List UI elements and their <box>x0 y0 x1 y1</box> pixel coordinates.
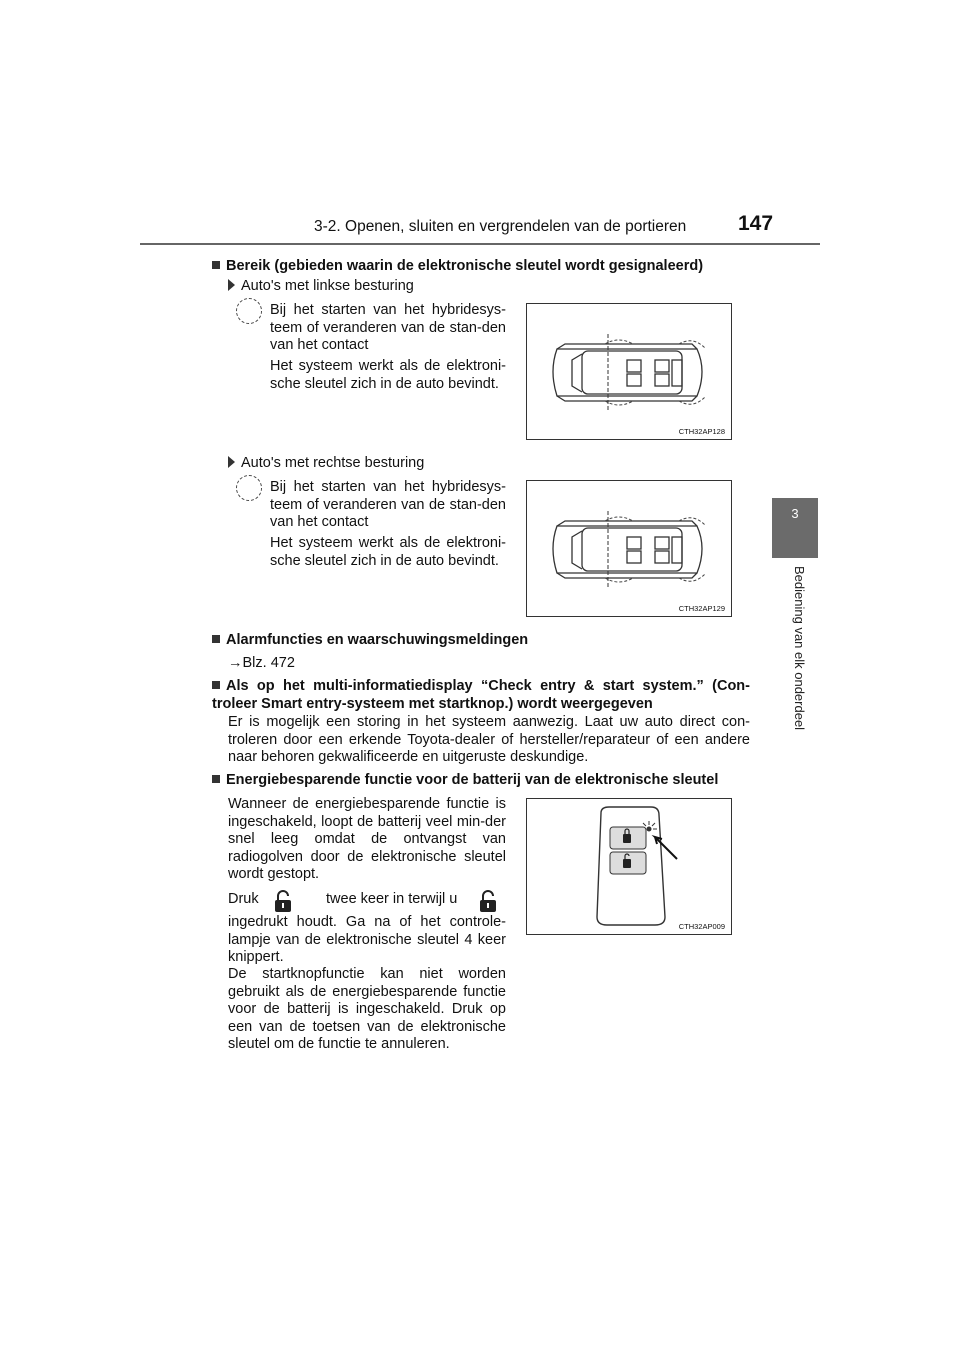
square-bullet-icon <box>212 681 220 689</box>
energy-para-1: Wanneer de energiebesparende functie is ingeschakeld, loopt de batterij veel min-der snel leeg omdat de ontvangst van radiogolven door de elektronische sleutel wordt gestopt. <box>228 796 506 882</box>
page-number: 147 <box>738 212 774 235</box>
square-bullet-icon <box>212 775 220 783</box>
square-bullet-icon <box>212 635 220 643</box>
square-bullet-icon <box>212 261 220 269</box>
range-heading: Bereik (gebieden waarin de elektronische sleutel wordt gesignaleerd) <box>212 258 772 274</box>
alarm-heading: Alarmfuncties en waarschuwingsmeldingen <box>212 632 528 648</box>
triangle-bullet-icon <box>228 456 235 468</box>
section-title: 3-2. Openen, sluiten en vergrendelen van de portieren <box>314 218 687 235</box>
check-heading: Als op het multi-informatiedisplay “Check entry & start system.” (Con-troleer Smart entry-systeem met startknop.) wordt weergegeven <box>212 678 750 712</box>
alarm-page-ref: →Blz. 472 <box>228 655 295 671</box>
rhd-car-figure <box>526 480 732 617</box>
smart-key-icon <box>527 799 731 934</box>
chapter-tab <box>772 498 818 558</box>
triangle-bullet-icon <box>228 279 235 291</box>
figure-code: CTH32AP128 <box>678 427 725 436</box>
check-body: Er is mogelijk een storing in het systeem aanwezig. Laat uw auto direct con-troleren door een erkende Toyota-dealer of hersteller/reparateur of een andere naar behoren gekwalificeerde en uitgeruste deskundige. <box>228 714 750 765</box>
lhd-car-figure <box>526 303 732 440</box>
energy-para-3: De startknopfunctie kan niet worden gebruikt als de energiebesparende functie voor de batterij is ingeschakeld. Druk op een van de toetsen van de elektronische sleutel om de functie te annuleren. <box>228 966 506 1052</box>
figure-code: CTH32AP129 <box>678 604 725 613</box>
header-divider <box>140 243 820 245</box>
chapter-number: 3 <box>791 506 799 521</box>
rhd-text-start: Bij het starten van het hybridesys-teem of veranderen van de stan-den van het contact <box>270 479 506 530</box>
detection-area-icon <box>236 298 262 324</box>
rhd-text-inside: Het systeem werkt als de elektroni-sche sleutel zich in de auto bevindt. <box>270 535 506 569</box>
druk-text: Druk <box>228 891 259 907</box>
lhd-text-start: Bij het starten van het hybridesys-teem of veranderen van de stan-den van het contact <box>270 302 506 353</box>
detection-area-icon <box>236 475 262 501</box>
energy-heading: Energiebesparende functie voor de batterij van de elektronische sleutel <box>212 772 718 788</box>
smart-key-figure <box>526 798 732 935</box>
energy-para-2: ingedrukt houdt. Ga na of het controle-lampje van de elektronische sleutel 4 keer knippert. <box>228 914 506 965</box>
lhd-text-inside: Het systeem werkt als de elektroni-sche sleutel zich in de auto bevindt. <box>270 358 506 392</box>
rhd-label: Auto's met rechtse besturing <box>228 455 424 473</box>
chapter-label: Bediening van elk onderdeel <box>792 566 807 731</box>
lhd-label: Auto's met linkse besturing <box>228 278 414 296</box>
twee-text: twee keer in terwijl u <box>326 891 458 907</box>
car-top-view-icon <box>527 304 731 439</box>
figure-code: CTH32AP009 <box>678 922 725 931</box>
car-top-view-icon <box>527 481 731 616</box>
